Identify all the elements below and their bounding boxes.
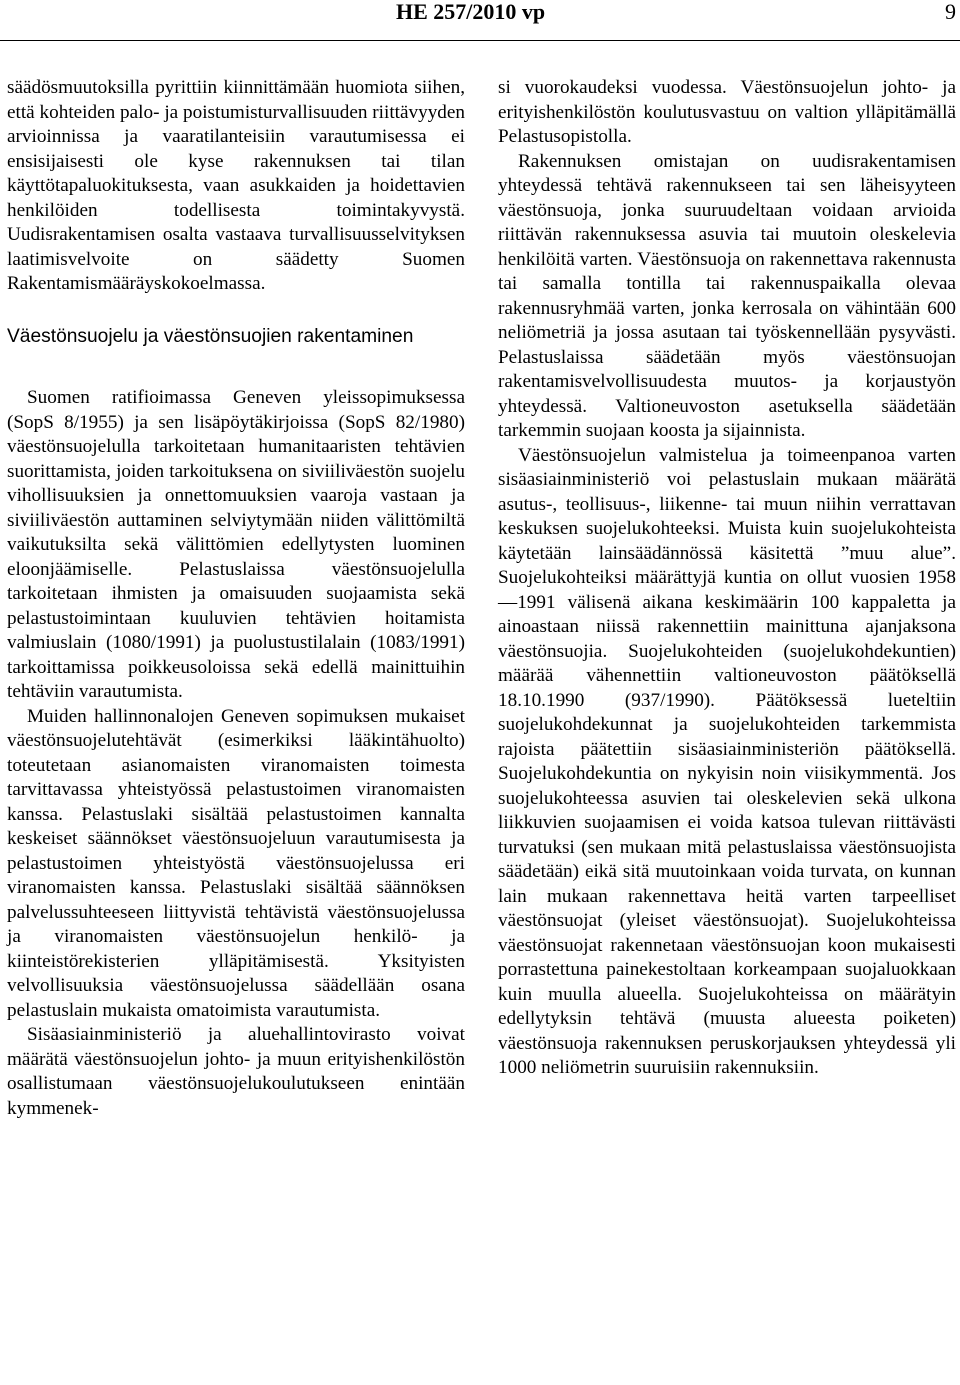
paragraph: Suomen ratifioimassa Geneven yleissopimuksessa (SopS 8/1955) ja sen lisäpöytäkirjoissa (SopS 82/1980) väestönsuojelulla tarkoitetaan humanitaaristen tehtävien suorittamista, joiden tarkoituksena on siviiliväestön suojelu vihollisuuksien ja onnettomuuksien vaaroja vastaan ja siviiliväestön auttaminen selviytymään niiden välittömiltä vaikutuksilta sekä välittömien edellytysten luominen eloonjäämiselle. Pelastuslaissa väestönsuojelulla tarkoitetaan ihmisten ja omaisuuden suojaamista sekä pelastustoimintaan kuuluvien tehtävien hoitamista valmiuslain (1080/1991) ja puolustustilalain (1083/1991) tarkoittamissa poikkeusoloissa sekä edellä mainittuihin tehtäviin varautumista. [7, 387, 465, 702]
paragraph: Rakennuksen omistajan on uudisrakentamisen yhteydessä tehtävä rakennukseen tai sen läheisyyteen väestönsuoja, jonka suuruudeltaan voidaan arvioida riittävän rakennuksessa asuvia tai muutoin oleskelevia henkilöitä varten. Väestönsuoja on rakennettava rakennusta tai samalla tontilla tai rakennuspaikalla olevaa rakennusryhmää varten, jonka kerrosala on vähintään 600 neliömetriä ja jossa asutaan tai työskennellään pysyvästi. Pelastuslaissa säädetään myös väestönsuojan rakentamisvelvollisuudesta muutos- ja korjaustyön yhteydessä. Valtioneuvoston asetuksella säädetään tarkemmin suojaan koosta ja sijainnista. [498, 150, 956, 441]
left-column [7, 76, 465, 1121]
paragraph: säädösmuutoksilla pyrittiin kiinnittämään huomiota siihen, että kohteiden palo- ja poistumisturvallisuuden riittävyyden arvioinnissa ja vaaratilanteisiin varautumisessa ei ensisijaisesti ole kyse rakennuksen tai tilan käyttötapaluokituksesta, vaan asukkaiden ja hoidettavien henkilöiden todellisesta toimintakyvystä. Uudisrakentamisen osalta vastaava turvallisuusselvityksen laatimisvelvoite on säädetty Suomen Rakentamismääräyskokoelmassa. [7, 77, 465, 294]
right-column [498, 76, 956, 1081]
page-number: 9 [945, 0, 956, 24]
paragraph: Väestönsuojelun valmistelua ja toimeenpanoa varten sisäasiainministeriö voi pelastuslain mukaan määrätä asutus-, teollisuus-, liikenne- tai muun niihin verrattavan keskuksen suojelukohteeksi. Muista kuin suojelukohteista käytetään lainsäädännössä käsitettä ”muu alue”. Suojelukohteiksi määrättyjä kuntia on ollut vuosien 1958—1991 välisenä aikana keskimäärin 100 kappaletta ja ainoastaan niissä rakennettiin mainittuna ajanjaksona väestönsuojia. Suojelukohteiden (suojelukohdekuntien) määrää vähennettiin valtioneuvoston päätöksellä 18.10.1990 (937/1990). Päätöksessä lueteltiin suojelukohdekunnat ja suojelukohteiden tarkemmista rajoista päätettiin sisäasiainministeriön päätöksellä. Suojelukohdekuntia on nykyisin noin viisikymmentä. Jos suojelukohteessa asuvien tai oleskelevien sekä ulkona liikkuvien suojaamisen ei voida katsoa tulevan riittävästi turvatuksi (sen mukaan mitä pelastuslaissa väestönsuojista säädetään) eikä sitä muutoinkaan voida turvata, on kunnan lain mukaan rakennettava heitä varten tarpeelliset väestönsuojat (yleiset väestönsuojat). Suojelukohteissa väestönsuojat rakennetaan väestönsuojan koon mukaisesti porrastettuna painekestoltaan korkeampaan suojaluokkaan kuin muulla alueella. Suojelukohteissa on määrätyin edellytyksin tehtävä (muusta alueesta poiketen) väestönsuoja rakennuksen peruskorjauksen yhteydessä yli 1000 neliömetrin suuruisiin rakennuksiin. [498, 444, 956, 1078]
paragraph: Sisäasiainministeriö ja aluehallintovirasto voivat määrätä väestönsuojelun johto- ja muun erityishenkilöstön osallistumaan väestönsuojelukoulutukseen enintään kymmenek- [7, 1024, 465, 1119]
page-header [0, 0, 960, 41]
document-identifier: HE 257/2010 vp [396, 0, 546, 24]
paragraph: Muiden hallinnonalojen Geneven sopimuksen mukaiset väestönsuojelutehtävät (esimerkiksi lääkintähuolto) toteutetaan asianomaisten viranomaisten toimesta tarvittavassa yhteistyössä pelastustoimen viranomaisten kanssa. Pelastuslaki sisältää pelastustoimen kannalta keskeiset säännökset väestönsuojeluun varautumisesta ja pelastustoimen yhteistyöstä väestönsuojelussa eri viranomaisten kanssa. Pelastuslaki sisältää säännöksen palvelussuhteeseen liittyvistä tehtävistä väestönsuojelussa ja viranomaisten väestönsuojelun henkilö- ja kiinteistörekisterien ylläpitämisestä. Yksityisten velvollisuuksia väestönsuojelussa säädellään osana pelastuslain mukaista omatoimista varautumista. [7, 705, 465, 1021]
paragraph: si vuorokaudeksi vuodessa. Väestönsuojelun johto- ja erityishenkilöstön koulutusvastuu on valtion ylläpitämällä Pelastusopistolla. [498, 77, 956, 147]
section-heading: Väestönsuojelu ja väestönsuojien rakentaminen [7, 325, 414, 347]
